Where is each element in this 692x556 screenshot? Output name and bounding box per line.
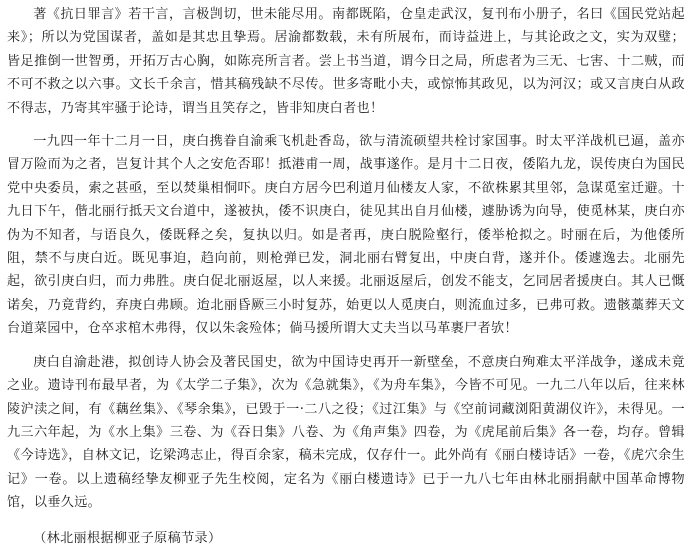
paragraph-poetry-collections: 庚白自渝赴港，拟创诗人协会及著民国史，欲为中国诗史再开一新壁垒，不意庚白殉难太平洋战争，遂成未竟之业。遗诗刊布最早者，为《太学二子集》，次为《急就集》，《为舟车集》，今皆不可见。一九二八年以后，往来林陵沪渎之间，有《藕丝集》、《琴余集》，已毁于一·二八之役；《过江集》与《空前词藏浏阳黄湖仪许》，未得见。一九三六年起，为《水上集》三卷、为《吞日集》八卷、为《角声集》四卷，为《虎尾前后集》各一卷，均存。曾辑《今诗选》，自林文记，讫梁鸿志止，得百余家，稿未完成，仅存什一。此外尚有《丽白楼诗话》一卷，《虎穴余生记》一卷。以上遗稿经挚友柳亚子先生校阅，定名为《丽白楼遗诗》已于一九八七年由林北丽捐献中国革命博物馆，以垂久远。 — [7, 354, 685, 511]
paragraph-political-writings: 著《抗日罪言》若干言，言极剀切，世未能尽用。南都既陷，仓皇走武汉，复刊布小册子，名曰《国民党站起来》；所以为党国谋者，盖如是其忠且挚焉。居渝都数载，未有所展布，而诗益进上，与其论政之文，实为双璧；皆足推倒一世智勇，开拓万古心胸，如陈亮所言者。尝上书当道，谓今日之局，所虑者为三无、七害、十二贼，而不可不救之以六事。文长千余言，惜其稿残缺不尽传。世多寄毗小夫，或惊怖其政见，以为河汉；或又言庚白从政不得志，乃寄其牢骚于论诗，谓当且笑存之，皆非知庚白者也！ — [7, 7, 685, 116]
source-note: （林北丽根据柳亚子原稿节录） — [33, 530, 222, 546]
paragraph-death-in-hong-kong: 一九四一年十二月一日，庚白携眷自渝乘飞机赴香岛，欲与清流硕望共栓讨家国事。时太平洋战机已逼，盖亦冒万险而为之者，岂复计其个人之安危否耶！抵港甫一周，战事遂作。是月十二日夜，倭陷九龙，误传庚白为国民党中央委员，索之甚亟，至以焚巢相恫吓。庚白方居今巴利道月仙楼友人家，不欲株累其里邻，急谋觅室迁避。十九日下午，偕北丽行抵天文台道中，遂被执，倭不识庚白，徒见其出自月仙楼，遽胁诱为向导，使觅林某，庚白亦伪为不知者，与语良久，倭既释之矣，复执以归。如是者再，庚白脱险壑行，倭举枪拟之。时丽在后，为他倭所阻，禁不与庚白近。既见事迫，趋向前，则枪弹已发，洞北丽右臂复出，中庚白背，遂并仆。倭遽逸去。北丽先起，欲引庚白归，而力弗胜。庚白促北丽返屋，以人来援。北丽返屋后，创发不能支，乞同居者援庚白。其人已慨诺矣，乃竟背约，弃庚白弗顾。迨北丽昏厥三小时复苏，始更以人觅庚白，则流血过多，已弗可救。遗骸藁葬天文台道菜园中，仓卒求棺木弗得，仅以朱衾殓体；倘马援所谓大丈夫当以马革裹尸者欤！ — [7, 134, 685, 337]
